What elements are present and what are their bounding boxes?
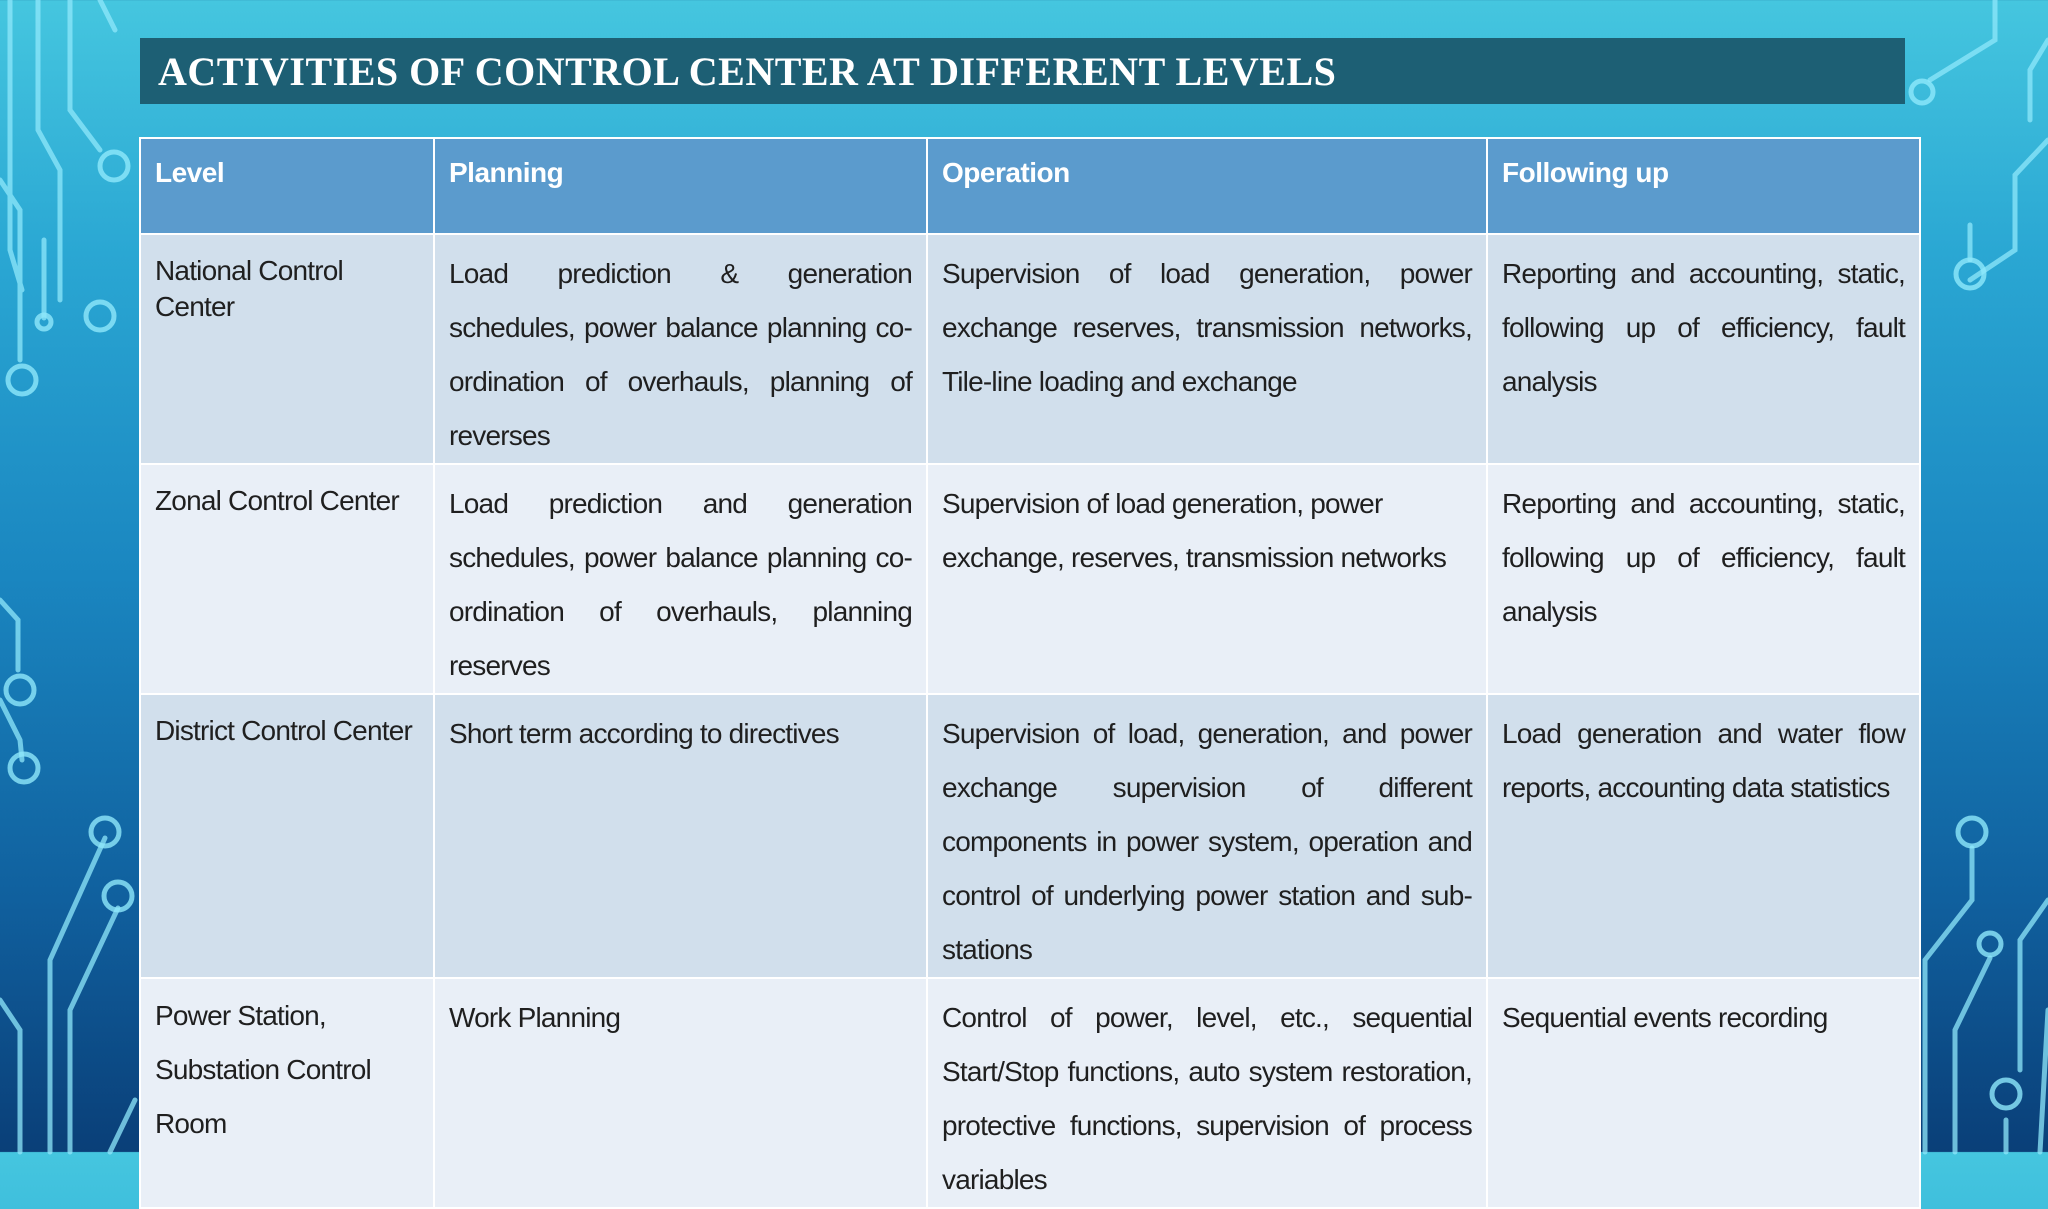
table-row: [140, 234, 1920, 464]
page-title: ACTIVITIES OF CONTROL CENTER AT DIFFERENT LEVELS: [158, 48, 1337, 94]
activities-table: [139, 137, 1921, 1209]
cell-operation: Supervision of load generation, power exchange, reserves, transmission networks: [927, 464, 1487, 694]
cell-operation: Control of power, level, etc., sequential Start/Stop functions, auto system restoration, protective functions, supervision of process variables: [927, 978, 1487, 1208]
cell-level: Zonal Control Center: [140, 464, 434, 694]
cell-planning: Load prediction & generation schedules, power balance planning co-ordination of overhauls, planning of reverses: [434, 234, 927, 464]
cell-following-up: Reporting and accounting, static, following up of efficiency, fault analysis: [1487, 464, 1920, 694]
header-level: Level: [140, 138, 434, 234]
cell-level: District Control Center: [140, 694, 434, 978]
table-row: [140, 464, 1920, 694]
header-operation: Operation: [927, 138, 1487, 234]
cell-operation: Supervision of load, generation, and power exchange supervision of different components in power system, operation and control of underlying power station and sub-stations: [927, 694, 1487, 978]
table-row: [140, 978, 1920, 1208]
table-row: [140, 694, 1920, 978]
cell-planning: Load prediction and generation schedules, power balance planning co-ordination of overhauls, planning reserves: [434, 464, 927, 694]
table-container: [139, 137, 1919, 1195]
cell-level: National Control Center: [140, 234, 434, 464]
table-header-row: [140, 138, 1920, 234]
cell-level: Power Station, Substation Control Room: [140, 978, 434, 1208]
cell-planning: Work Planning: [434, 978, 927, 1208]
title-bar: [140, 38, 1905, 104]
cell-following-up: Sequential events recording: [1487, 978, 1920, 1208]
cell-following-up: Load generation and water flow reports, accounting data statistics: [1487, 694, 1920, 978]
cell-planning: Short term according to directives: [434, 694, 927, 978]
header-following-up: Following up: [1487, 138, 1920, 234]
header-planning: Planning: [434, 138, 927, 234]
cell-following-up: Reporting and accounting, static, following up of efficiency, fault analysis: [1487, 234, 1920, 464]
cell-operation: Supervision of load generation, power exchange reserves, transmission networks, Tile-line loading and exchange: [927, 234, 1487, 464]
